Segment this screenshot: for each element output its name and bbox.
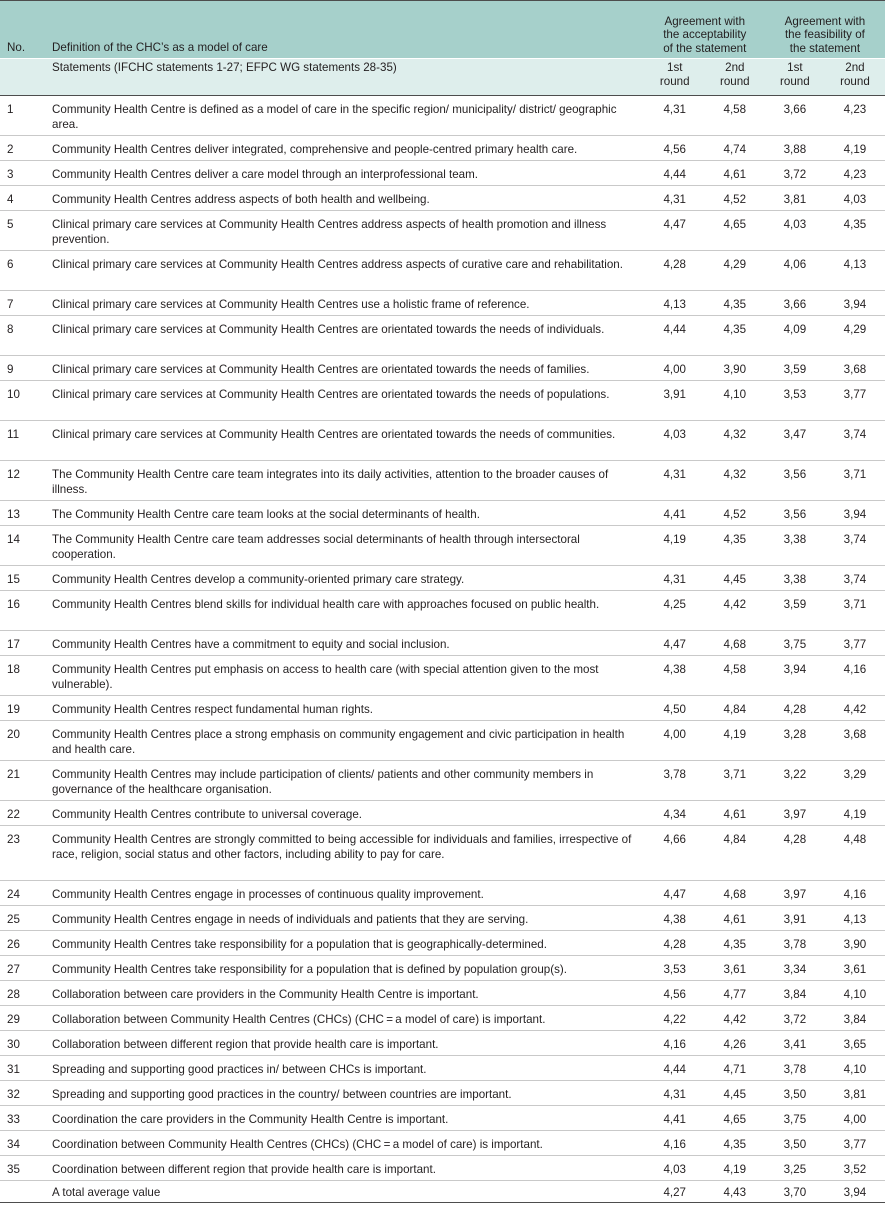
table-row bbox=[0, 1031, 885, 1056]
feasibility-round-1: 3,97 bbox=[765, 881, 825, 906]
header-feasibility-line-3: the statement bbox=[789, 41, 861, 55]
header-definition: Definition of the CHC’s as a model of care bbox=[50, 1, 645, 59]
feasibility-round-1: 3,91 bbox=[765, 906, 825, 931]
acceptability-round-2: 3,61 bbox=[705, 956, 765, 981]
feasibility-round-1: 3,38 bbox=[765, 566, 825, 591]
feasibility-round-2: 4,13 bbox=[825, 906, 885, 931]
acceptability-round-1: 4,66 bbox=[645, 826, 705, 881]
feasibility-round-1: 3,94 bbox=[765, 656, 825, 696]
acceptability-round-1: 4,50 bbox=[645, 696, 705, 721]
acceptability-round-2: 4,65 bbox=[705, 211, 765, 251]
row-number: 25 bbox=[0, 906, 50, 931]
row-number: 21 bbox=[0, 761, 50, 801]
acceptability-round-2: 4,84 bbox=[705, 826, 765, 881]
statement-text: Community Health Centre is defined as a model of care in the specific region/ municipality/ district/ geographic area. bbox=[50, 96, 645, 136]
feasibility-round-1: 3,88 bbox=[765, 136, 825, 161]
table-row bbox=[0, 566, 885, 591]
acceptability-round-1: 4,47 bbox=[645, 631, 705, 656]
acceptability-round-2: 4,26 bbox=[705, 1031, 765, 1056]
acceptability-round-2: 4,35 bbox=[705, 291, 765, 316]
total-feasibility-round-1: 3,70 bbox=[765, 1181, 825, 1203]
acceptability-round-1: 4,44 bbox=[645, 316, 705, 356]
feasibility-round-1: 3,97 bbox=[765, 801, 825, 826]
statement-text: Coordination the care providers in the Community Health Centre is important. bbox=[50, 1106, 645, 1131]
acceptability-round-2: 4,35 bbox=[705, 1131, 765, 1156]
feasibility-round-2: 3,94 bbox=[825, 501, 885, 526]
acceptability-round-1: 4,31 bbox=[645, 461, 705, 501]
feasibility-round-2: 3,68 bbox=[825, 721, 885, 761]
acceptability-round-2: 4,65 bbox=[705, 1106, 765, 1131]
row-number: 4 bbox=[0, 186, 50, 211]
statement-text: Community Health Centres engage in needs of individuals and patients that they are serving. bbox=[50, 906, 645, 931]
table-row bbox=[0, 761, 885, 801]
acceptability-round-2: 4,61 bbox=[705, 801, 765, 826]
row-number: 15 bbox=[0, 566, 50, 591]
statement-text: Community Health Centres have a commitment to equity and social inclusion. bbox=[50, 631, 645, 656]
row-number: 28 bbox=[0, 981, 50, 1006]
header-feasibility-line-1: Agreement with bbox=[784, 14, 866, 28]
acceptability-round-2: 4,19 bbox=[705, 721, 765, 761]
feasibility-round-1: 3,59 bbox=[765, 591, 825, 631]
acceptability-round-1: 4,31 bbox=[645, 1081, 705, 1106]
total-no bbox=[0, 1181, 50, 1203]
acceptability-round-2: 4,10 bbox=[705, 381, 765, 421]
acceptability-round-1: 4,16 bbox=[645, 1131, 705, 1156]
feasibility-round-2: 4,00 bbox=[825, 1106, 885, 1131]
acceptability-round-1: 4,00 bbox=[645, 356, 705, 381]
feasibility-round-2: 4,16 bbox=[825, 656, 885, 696]
statement-text: Clinical primary care services at Community Health Centres are orientated towards the needs of populations. bbox=[50, 381, 645, 421]
statement-text: Spreading and supporting good practices in the country/ between countries are important. bbox=[50, 1081, 645, 1106]
row-number: 29 bbox=[0, 1006, 50, 1031]
feasibility-round-2: 3,29 bbox=[825, 761, 885, 801]
feasibility-round-2: 3,68 bbox=[825, 356, 885, 381]
statement-text: Community Health Centres are strongly committed to being accessible for individuals and families, irrespective of race, religion, social status and other factors, including ability to pay for care. bbox=[50, 826, 645, 881]
feasibility-round-1: 3,22 bbox=[765, 761, 825, 801]
row-number: 22 bbox=[0, 801, 50, 826]
feasibility-round-1: 3,78 bbox=[765, 931, 825, 956]
feasibility-round-1: 3,25 bbox=[765, 1156, 825, 1181]
round-word: round bbox=[780, 75, 810, 88]
feasibility-round-2: 3,77 bbox=[825, 381, 885, 421]
table-row bbox=[0, 881, 885, 906]
feasibility-round-2: 4,19 bbox=[825, 136, 885, 161]
acceptability-round-2: 3,71 bbox=[705, 761, 765, 801]
acceptability-round-1: 4,28 bbox=[645, 931, 705, 956]
feasibility-round-1: 3,66 bbox=[765, 96, 825, 136]
table-row bbox=[0, 1106, 885, 1131]
feasibility-round-1: 3,56 bbox=[765, 501, 825, 526]
acceptability-round-2: 4,61 bbox=[705, 161, 765, 186]
table-row bbox=[0, 526, 885, 566]
feasibility-round-1: 4,03 bbox=[765, 211, 825, 251]
feasibility-round-1: 3,50 bbox=[765, 1131, 825, 1156]
acceptability-round-2: 4,68 bbox=[705, 631, 765, 656]
feasibility-round-2: 4,10 bbox=[825, 1056, 885, 1081]
row-number: 18 bbox=[0, 656, 50, 696]
statement-text: Community Health Centres may include participation of clients/ patients and other community members in governance of the healthcare organisation. bbox=[50, 761, 645, 801]
table-row bbox=[0, 501, 885, 526]
table-row bbox=[0, 136, 885, 161]
acceptability-round-2: 4,19 bbox=[705, 1156, 765, 1181]
feasibility-round-1: 3,56 bbox=[765, 461, 825, 501]
acceptability-round-2: 4,84 bbox=[705, 696, 765, 721]
feasibility-round-1: 3,81 bbox=[765, 186, 825, 211]
table-row bbox=[0, 801, 885, 826]
header-acceptability-round-1 bbox=[645, 59, 705, 96]
row-number: 34 bbox=[0, 1131, 50, 1156]
statement-text: Community Health Centres place a strong emphasis on community engagement and civic participation in health and health care. bbox=[50, 721, 645, 761]
row-number: 12 bbox=[0, 461, 50, 501]
statement-text: Community Health Centres address aspects of both health and wellbeing. bbox=[50, 186, 645, 211]
feasibility-round-1: 3,28 bbox=[765, 721, 825, 761]
statement-text: Community Health Centres take responsibility for a population that is defined by population group(s). bbox=[50, 956, 645, 981]
table-row bbox=[0, 291, 885, 316]
acceptability-round-1: 4,22 bbox=[645, 1006, 705, 1031]
feasibility-round-2: 4,35 bbox=[825, 211, 885, 251]
feasibility-round-2: 3,74 bbox=[825, 526, 885, 566]
statement-text: Community Health Centres deliver a care model through an interprofessional team. bbox=[50, 161, 645, 186]
round-label: 1st bbox=[667, 61, 683, 74]
statement-text: Clinical primary care services at Community Health Centres address aspects of health promotion and illness prevention. bbox=[50, 211, 645, 251]
acceptability-round-1: 3,91 bbox=[645, 381, 705, 421]
round-label: 1st bbox=[787, 61, 803, 74]
feasibility-round-2: 4,29 bbox=[825, 316, 885, 356]
feasibility-round-2: 3,71 bbox=[825, 591, 885, 631]
header-acceptability-line-1: Agreement with bbox=[664, 14, 746, 28]
table-row bbox=[0, 656, 885, 696]
row-number: 20 bbox=[0, 721, 50, 761]
header-acceptability-line-2: the acceptability bbox=[663, 28, 747, 41]
feasibility-round-2: 4,19 bbox=[825, 801, 885, 826]
feasibility-round-1: 4,09 bbox=[765, 316, 825, 356]
acceptability-round-2: 4,42 bbox=[705, 591, 765, 631]
feasibility-round-2: 3,74 bbox=[825, 566, 885, 591]
acceptability-round-2: 4,35 bbox=[705, 316, 765, 356]
feasibility-round-2: 3,52 bbox=[825, 1156, 885, 1181]
acceptability-round-2: 4,29 bbox=[705, 251, 765, 291]
acceptability-round-1: 4,03 bbox=[645, 1156, 705, 1181]
feasibility-round-2: 4,23 bbox=[825, 161, 885, 186]
row-number: 14 bbox=[0, 526, 50, 566]
table-row bbox=[0, 186, 885, 211]
acceptability-round-1: 4,31 bbox=[645, 186, 705, 211]
round-word: round bbox=[719, 75, 750, 88]
acceptability-round-2: 4,32 bbox=[705, 461, 765, 501]
row-number: 26 bbox=[0, 931, 50, 956]
feasibility-round-2: 3,61 bbox=[825, 956, 885, 981]
statement-text: Collaboration between Community Health Centres (CHCs) (CHC = a model of care) is important. bbox=[50, 1006, 645, 1031]
feasibility-round-2: 4,48 bbox=[825, 826, 885, 881]
header-feasibility bbox=[765, 1, 885, 59]
feasibility-round-2: 4,23 bbox=[825, 96, 885, 136]
statement-text: Community Health Centres engage in processes of continuous quality improvement. bbox=[50, 881, 645, 906]
feasibility-round-1: 3,84 bbox=[765, 981, 825, 1006]
acceptability-round-1: 4,38 bbox=[645, 906, 705, 931]
statement-text: Clinical primary care services at Community Health Centres use a holistic frame of reference. bbox=[50, 291, 645, 316]
feasibility-round-1: 3,50 bbox=[765, 1081, 825, 1106]
statement-text: The Community Health Centre care team integrates into its daily activities, attention to the broader causes of illness. bbox=[50, 461, 645, 501]
acceptability-round-2: 3,90 bbox=[705, 356, 765, 381]
feasibility-round-2: 4,03 bbox=[825, 186, 885, 211]
round-word: round bbox=[659, 75, 690, 88]
row-number: 33 bbox=[0, 1106, 50, 1131]
table-row bbox=[0, 826, 885, 881]
total-row bbox=[0, 1181, 885, 1203]
statement-text: Community Health Centres put emphasis on access to health care (with special attention given to the most vulnerable). bbox=[50, 656, 645, 696]
acceptability-round-2: 4,58 bbox=[705, 96, 765, 136]
statement-text: Clinical primary care services at Community Health Centres are orientated towards the needs of individuals. bbox=[50, 316, 645, 356]
row-number: 23 bbox=[0, 826, 50, 881]
row-number: 10 bbox=[0, 381, 50, 421]
acceptability-round-1: 4,34 bbox=[645, 801, 705, 826]
acceptability-round-2: 4,45 bbox=[705, 1081, 765, 1106]
feasibility-round-1: 3,38 bbox=[765, 526, 825, 566]
table-row bbox=[0, 211, 885, 251]
acceptability-round-1: 4,31 bbox=[645, 566, 705, 591]
feasibility-round-1: 3,75 bbox=[765, 631, 825, 656]
statement-text: Community Health Centres blend skills for individual health care with approaches focused on public health. bbox=[50, 591, 645, 631]
acceptability-round-2: 4,52 bbox=[705, 501, 765, 526]
table-row bbox=[0, 421, 885, 461]
table-row bbox=[0, 461, 885, 501]
row-number: 27 bbox=[0, 956, 50, 981]
header-statements-note: Statements (IFCHC statements 1-27; EFPC WG statements 28-35) bbox=[50, 59, 645, 96]
statement-text: Collaboration between different region that provide health care is important. bbox=[50, 1031, 645, 1056]
acceptability-round-1: 4,56 bbox=[645, 981, 705, 1006]
row-number: 31 bbox=[0, 1056, 50, 1081]
acceptability-round-1: 4,19 bbox=[645, 526, 705, 566]
feasibility-round-1: 3,47 bbox=[765, 421, 825, 461]
acceptability-round-1: 4,31 bbox=[645, 96, 705, 136]
feasibility-round-1: 3,53 bbox=[765, 381, 825, 421]
feasibility-round-2: 4,42 bbox=[825, 696, 885, 721]
table-row bbox=[0, 981, 885, 1006]
statement-text: The Community Health Centre care team addresses social determinants of health through intersectoral cooperation. bbox=[50, 526, 645, 566]
statement-text: Spreading and supporting good practices in/ between CHCs is important. bbox=[50, 1056, 645, 1081]
feasibility-round-2: 3,81 bbox=[825, 1081, 885, 1106]
statement-text: Collaboration between care providers in the Community Health Centre is important. bbox=[50, 981, 645, 1006]
table-row bbox=[0, 631, 885, 656]
acceptability-round-1: 4,25 bbox=[645, 591, 705, 631]
acceptability-round-1: 3,53 bbox=[645, 956, 705, 981]
row-number: 11 bbox=[0, 421, 50, 461]
feasibility-round-2: 3,77 bbox=[825, 1131, 885, 1156]
acceptability-round-1: 4,16 bbox=[645, 1031, 705, 1056]
feasibility-round-2: 3,74 bbox=[825, 421, 885, 461]
acceptability-round-1: 4,38 bbox=[645, 656, 705, 696]
table-row bbox=[0, 356, 885, 381]
acceptability-round-1: 4,56 bbox=[645, 136, 705, 161]
feasibility-round-2: 3,84 bbox=[825, 1006, 885, 1031]
table-row bbox=[0, 1006, 885, 1031]
round-label: 2nd bbox=[725, 61, 745, 74]
feasibility-round-2: 3,71 bbox=[825, 461, 885, 501]
acceptability-round-1: 4,47 bbox=[645, 881, 705, 906]
acceptability-round-2: 4,42 bbox=[705, 1006, 765, 1031]
statement-text: Community Health Centres contribute to universal coverage. bbox=[50, 801, 645, 826]
table-row bbox=[0, 1081, 885, 1106]
statement-text: Clinical primary care services at Community Health Centres are orientated towards the needs of families. bbox=[50, 356, 645, 381]
table-row bbox=[0, 316, 885, 356]
statement-text: Clinical primary care services at Community Health Centres address aspects of curative care and rehabilitation. bbox=[50, 251, 645, 291]
statement-text: Clinical primary care services at Community Health Centres are orientated towards the needs of communities. bbox=[50, 421, 645, 461]
acceptability-round-2: 4,71 bbox=[705, 1056, 765, 1081]
feasibility-round-1: 3,78 bbox=[765, 1056, 825, 1081]
header-feasibility-round-2 bbox=[825, 59, 885, 96]
table-row bbox=[0, 251, 885, 291]
table-row bbox=[0, 96, 885, 136]
table-body bbox=[0, 96, 885, 1203]
table-row bbox=[0, 721, 885, 761]
table-row bbox=[0, 1156, 885, 1181]
acceptability-round-1: 4,00 bbox=[645, 721, 705, 761]
acceptability-round-1: 4,44 bbox=[645, 161, 705, 186]
feasibility-round-1: 4,28 bbox=[765, 826, 825, 881]
row-number: 35 bbox=[0, 1156, 50, 1181]
statement-text: Coordination between Community Health Centres (CHCs) (CHC = a model of care) is important. bbox=[50, 1131, 645, 1156]
acceptability-round-1: 4,03 bbox=[645, 421, 705, 461]
feasibility-round-2: 4,10 bbox=[825, 981, 885, 1006]
row-number: 32 bbox=[0, 1081, 50, 1106]
row-number: 17 bbox=[0, 631, 50, 656]
table-row bbox=[0, 161, 885, 186]
row-number: 13 bbox=[0, 501, 50, 526]
row-number: 5 bbox=[0, 211, 50, 251]
acceptability-round-1: 4,41 bbox=[645, 501, 705, 526]
feasibility-round-1: 3,41 bbox=[765, 1031, 825, 1056]
header-feasibility-line-2: the feasibility of bbox=[784, 28, 865, 41]
acceptability-round-1: 3,78 bbox=[645, 761, 705, 801]
total-acceptability-round-1: 4,27 bbox=[645, 1181, 705, 1203]
acceptability-round-2: 4,45 bbox=[705, 566, 765, 591]
feasibility-round-1: 4,28 bbox=[765, 696, 825, 721]
row-number: 3 bbox=[0, 161, 50, 186]
row-number: 1 bbox=[0, 96, 50, 136]
feasibility-round-2: 4,13 bbox=[825, 251, 885, 291]
round-label: 2nd bbox=[845, 61, 865, 74]
acceptability-round-2: 4,35 bbox=[705, 931, 765, 956]
acceptability-round-2: 4,61 bbox=[705, 906, 765, 931]
statement-text: The Community Health Centre care team looks at the social determinants of health. bbox=[50, 501, 645, 526]
table-row bbox=[0, 591, 885, 631]
feasibility-round-1: 3,34 bbox=[765, 956, 825, 981]
row-number: 16 bbox=[0, 591, 50, 631]
acceptability-round-2: 4,77 bbox=[705, 981, 765, 1006]
header-no: No. bbox=[0, 1, 50, 59]
total-label: A total average value bbox=[50, 1181, 645, 1203]
table-row bbox=[0, 956, 885, 981]
feasibility-round-2: 3,77 bbox=[825, 631, 885, 656]
acceptability-round-2: 4,35 bbox=[705, 526, 765, 566]
acceptability-round-2: 4,32 bbox=[705, 421, 765, 461]
table-row bbox=[0, 931, 885, 956]
feasibility-round-2: 3,65 bbox=[825, 1031, 885, 1056]
acceptability-round-2: 4,52 bbox=[705, 186, 765, 211]
acceptability-round-2: 4,58 bbox=[705, 656, 765, 696]
acceptability-round-1: 4,44 bbox=[645, 1056, 705, 1081]
feasibility-round-1: 4,06 bbox=[765, 251, 825, 291]
acceptability-round-2: 4,74 bbox=[705, 136, 765, 161]
statement-text: Coordination between different region that provide health care is important. bbox=[50, 1156, 645, 1181]
table-row bbox=[0, 906, 885, 931]
row-number: 7 bbox=[0, 291, 50, 316]
feasibility-round-1: 3,59 bbox=[765, 356, 825, 381]
header-acceptability-line-3: of the statement bbox=[663, 41, 747, 55]
table-row bbox=[0, 1056, 885, 1081]
feasibility-round-2: 3,90 bbox=[825, 931, 885, 956]
row-number: 6 bbox=[0, 251, 50, 291]
statement-text: Community Health Centres take responsibility for a population that is geographically-determined. bbox=[50, 931, 645, 956]
row-number: 8 bbox=[0, 316, 50, 356]
header-acceptability bbox=[645, 1, 765, 59]
statement-text: Community Health Centres develop a community-oriented primary care strategy. bbox=[50, 566, 645, 591]
round-word: round bbox=[840, 75, 870, 88]
acceptability-round-1: 4,41 bbox=[645, 1106, 705, 1131]
row-number: 19 bbox=[0, 696, 50, 721]
header-acceptability-round-2 bbox=[705, 59, 765, 96]
row-number: 30 bbox=[0, 1031, 50, 1056]
table-row bbox=[0, 1131, 885, 1156]
acceptability-round-1: 4,28 bbox=[645, 251, 705, 291]
header-blank bbox=[0, 59, 50, 96]
statement-text: Community Health Centres deliver integrated, comprehensive and people-centred primary health care. bbox=[50, 136, 645, 161]
feasibility-round-1: 3,72 bbox=[765, 161, 825, 186]
total-feasibility-round-2: 3,94 bbox=[825, 1181, 885, 1203]
row-number: 9 bbox=[0, 356, 50, 381]
feasibility-round-2: 3,94 bbox=[825, 291, 885, 316]
acceptability-round-1: 4,47 bbox=[645, 211, 705, 251]
feasibility-round-1: 3,75 bbox=[765, 1106, 825, 1131]
table-header bbox=[0, 1, 885, 96]
row-number: 24 bbox=[0, 881, 50, 906]
row-number: 2 bbox=[0, 136, 50, 161]
statement-text: Community Health Centres respect fundamental human rights. bbox=[50, 696, 645, 721]
feasibility-round-1: 3,72 bbox=[765, 1006, 825, 1031]
feasibility-round-1: 3,66 bbox=[765, 291, 825, 316]
feasibility-round-2: 4,16 bbox=[825, 881, 885, 906]
header-feasibility-round-1 bbox=[765, 59, 825, 96]
table-row bbox=[0, 696, 885, 721]
table-row bbox=[0, 381, 885, 421]
total-acceptability-round-2: 4,43 bbox=[705, 1181, 765, 1203]
acceptability-round-2: 4,68 bbox=[705, 881, 765, 906]
acceptability-round-1: 4,13 bbox=[645, 291, 705, 316]
